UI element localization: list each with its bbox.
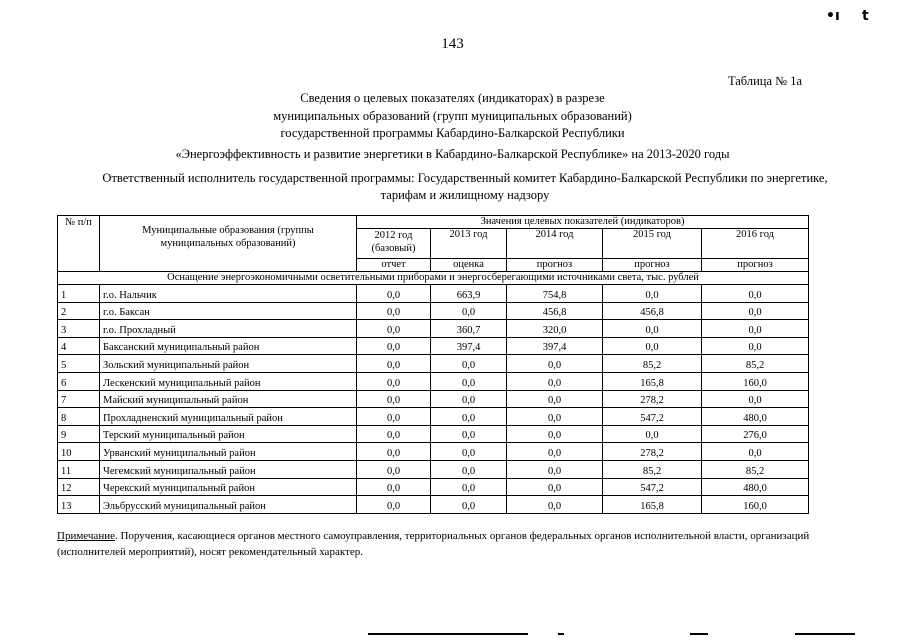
indicator-value: 0,0 — [507, 408, 603, 426]
indicator-value: 165,8 — [603, 496, 702, 514]
title-line: «Энергоэффективность и развитие энергетики в Кабардино-Балкарской Республике» на 2013-2020 годы — [175, 146, 730, 161]
note-text: . Поручения, касающиеся органов местного самоуправления, территориальных органов федеральных органов исполнительной власти, организаций (исполнителей мероприятий), носят рекомендательный характер. — [57, 530, 810, 558]
header-year: 2015 год — [603, 229, 702, 259]
table-row — [58, 285, 809, 303]
scan-edge-line — [558, 633, 564, 635]
indicator-value: 0,0 — [357, 496, 431, 514]
indicator-value: 0,0 — [507, 390, 603, 408]
table-row — [58, 302, 809, 320]
row-number: 2 — [58, 302, 100, 320]
row-number: 1 — [58, 285, 100, 303]
table-row — [58, 496, 809, 514]
table-row — [58, 390, 809, 408]
indicator-value: 85,2 — [603, 460, 702, 478]
municipality-name: Баксанский муниципальный район — [100, 337, 357, 355]
indicator-value: 278,2 — [603, 443, 702, 461]
header-type: прогноз — [507, 259, 603, 272]
municipality-name: Терский муниципальный район — [100, 425, 357, 443]
indicator-value: 456,8 — [507, 302, 603, 320]
table-row — [58, 408, 809, 426]
indicator-value: 0,0 — [431, 443, 507, 461]
indicator-value: 0,0 — [702, 285, 809, 303]
table-id: Таблица № 1а — [727, 74, 802, 88]
indicator-value: 0,0 — [702, 443, 809, 461]
header-year: 2012 год (базовый) — [357, 229, 431, 259]
municipality-name: Зольский муниципальный район — [100, 355, 357, 373]
indicator-value: 160,0 — [702, 496, 809, 514]
indicator-value: 0,0 — [507, 443, 603, 461]
indicator-value: 85,2 — [702, 355, 809, 373]
row-number: 4 — [58, 337, 100, 355]
indicator-value: 278,2 — [603, 390, 702, 408]
scan-artifact-mark: t — [862, 8, 869, 24]
indicator-value: 480,0 — [702, 478, 809, 496]
indicator-value: 0,0 — [357, 408, 431, 426]
row-number: 8 — [58, 408, 100, 426]
indicator-value: 0,0 — [357, 478, 431, 496]
header-values-group: Значения целевых показателей (индикаторов) — [357, 216, 809, 229]
table-row — [58, 337, 809, 355]
indicator-value: 0,0 — [507, 478, 603, 496]
indicator-value: 0,0 — [507, 372, 603, 390]
indicator-value: 160,0 — [702, 372, 809, 390]
title-line: Сведения о целевых показателях (индикаторах) в разрезе — [300, 91, 605, 105]
indicator-value: 397,4 — [431, 337, 507, 355]
indicator-value: 0,0 — [431, 390, 507, 408]
indicator-value: 0,0 — [603, 285, 702, 303]
row-number: 6 — [58, 372, 100, 390]
scan-edge-line — [368, 633, 528, 635]
indicator-value: 456,8 — [603, 302, 702, 320]
municipality-name: Лескенский муниципальный район — [100, 372, 357, 390]
indicator-value: 0,0 — [431, 496, 507, 514]
title-line: государственной программы Кабардино-Балкарской Республики — [280, 126, 625, 140]
indicator-value: 0,0 — [357, 372, 431, 390]
table-row — [58, 320, 809, 338]
indicator-value: 276,0 — [702, 425, 809, 443]
indicator-value: 0,0 — [702, 302, 809, 320]
indicator-value: 0,0 — [603, 425, 702, 443]
indicator-value: 320,0 — [507, 320, 603, 338]
indicator-value: 547,2 — [603, 408, 702, 426]
header-type: прогноз — [603, 259, 702, 272]
indicator-value: 0,0 — [357, 355, 431, 373]
responsible-line: тарифам и жилищному надзору — [380, 188, 550, 202]
indicator-value: 0,0 — [702, 337, 809, 355]
indicator-value: 663,9 — [431, 285, 507, 303]
header-year: 2014 год — [507, 229, 603, 259]
indicators-table — [57, 215, 809, 514]
municipality-name: Урванский муниципальный район — [100, 443, 357, 461]
indicator-value: 0,0 — [431, 355, 507, 373]
table-row — [58, 425, 809, 443]
indicator-value: 0,0 — [357, 337, 431, 355]
indicator-value: 0,0 — [507, 496, 603, 514]
scan-edge-line — [690, 633, 708, 635]
municipality-name: г.о. Прохладный — [100, 320, 357, 338]
indicator-value: 0,0 — [431, 460, 507, 478]
header-type: прогноз — [702, 259, 809, 272]
note-label: Примечание — [57, 530, 115, 542]
indicator-value: 0,0 — [603, 320, 702, 338]
row-number: 13 — [58, 496, 100, 514]
indicator-value: 397,4 — [507, 337, 603, 355]
municipality-name: Эльбрусский муниципальный район — [100, 496, 357, 514]
row-number: 7 — [58, 390, 100, 408]
header-type: отчет — [357, 259, 431, 272]
row-number: 5 — [58, 355, 100, 373]
header-municipality: Муниципальные образования (группы муниципальных образований) — [100, 216, 357, 272]
indicator-value: 0,0 — [431, 408, 507, 426]
indicator-value: 85,2 — [603, 355, 702, 373]
header-year: 2013 год — [431, 229, 507, 259]
indicator-value: 0,0 — [507, 460, 603, 478]
indicator-value: 0,0 — [431, 478, 507, 496]
indicator-value: 0,0 — [507, 355, 603, 373]
indicator-value: 0,0 — [702, 320, 809, 338]
indicator-value: 85,2 — [702, 460, 809, 478]
table-row — [58, 372, 809, 390]
indicator-value: 547,2 — [603, 478, 702, 496]
municipality-name: г.о. Баксан — [100, 302, 357, 320]
indicator-value: 0,0 — [357, 443, 431, 461]
row-number: 3 — [58, 320, 100, 338]
indicator-value: 0,0 — [702, 390, 809, 408]
indicator-value: 0,0 — [357, 302, 431, 320]
row-number: 12 — [58, 478, 100, 496]
table-row — [58, 478, 809, 496]
indicator-value: 0,0 — [357, 285, 431, 303]
scan-edge-line — [795, 633, 855, 635]
indicator-value: 0,0 — [507, 425, 603, 443]
table-row — [58, 460, 809, 478]
municipality-name: Прохладненский муниципальный район — [100, 408, 357, 426]
row-number: 10 — [58, 443, 100, 461]
indicator-value: 360,7 — [431, 320, 507, 338]
indicator-value: 0,0 — [357, 320, 431, 338]
section-title: Оснащение энергоэкономичными осветительными приборами и энергосберегающими источниками света, тыс. рублей — [58, 272, 809, 285]
document-title — [0, 90, 905, 163]
indicator-value: 0,0 — [357, 460, 431, 478]
indicator-value: 0,0 — [603, 337, 702, 355]
indicator-value: 0,0 — [431, 372, 507, 390]
table-row — [58, 443, 809, 461]
note — [57, 528, 857, 560]
table-row — [58, 355, 809, 373]
responsible-executor — [70, 170, 860, 204]
municipality-name: Черекский муниципальный район — [100, 478, 357, 496]
responsible-line: Ответственный исполнитель государственной программы: Государственный комитет Кабардино-Балкарской Республики по энергетике, — [102, 171, 828, 185]
title-line: муниципальных образований (групп муниципальных образований) — [273, 108, 632, 123]
municipality-name: Чегемский муниципальный район — [100, 460, 357, 478]
municipality-name: Майский муниципальный район — [100, 390, 357, 408]
row-number: 9 — [58, 425, 100, 443]
header-year: 2016 год — [702, 229, 809, 259]
scan-artifact-mark: •ı — [826, 8, 840, 24]
indicator-value: 0,0 — [357, 390, 431, 408]
indicator-value: 0,0 — [357, 425, 431, 443]
municipality-name: г.о. Нальчик — [100, 285, 357, 303]
indicator-value: 165,8 — [603, 372, 702, 390]
indicator-value: 0,0 — [431, 425, 507, 443]
row-number: 11 — [58, 460, 100, 478]
header-num: № п/п — [58, 216, 100, 272]
page-number: 143 — [441, 36, 464, 52]
indicator-value: 480,0 — [702, 408, 809, 426]
indicator-value: 0,0 — [431, 302, 507, 320]
indicator-value: 754,8 — [507, 285, 603, 303]
header-type: оценка — [431, 259, 507, 272]
